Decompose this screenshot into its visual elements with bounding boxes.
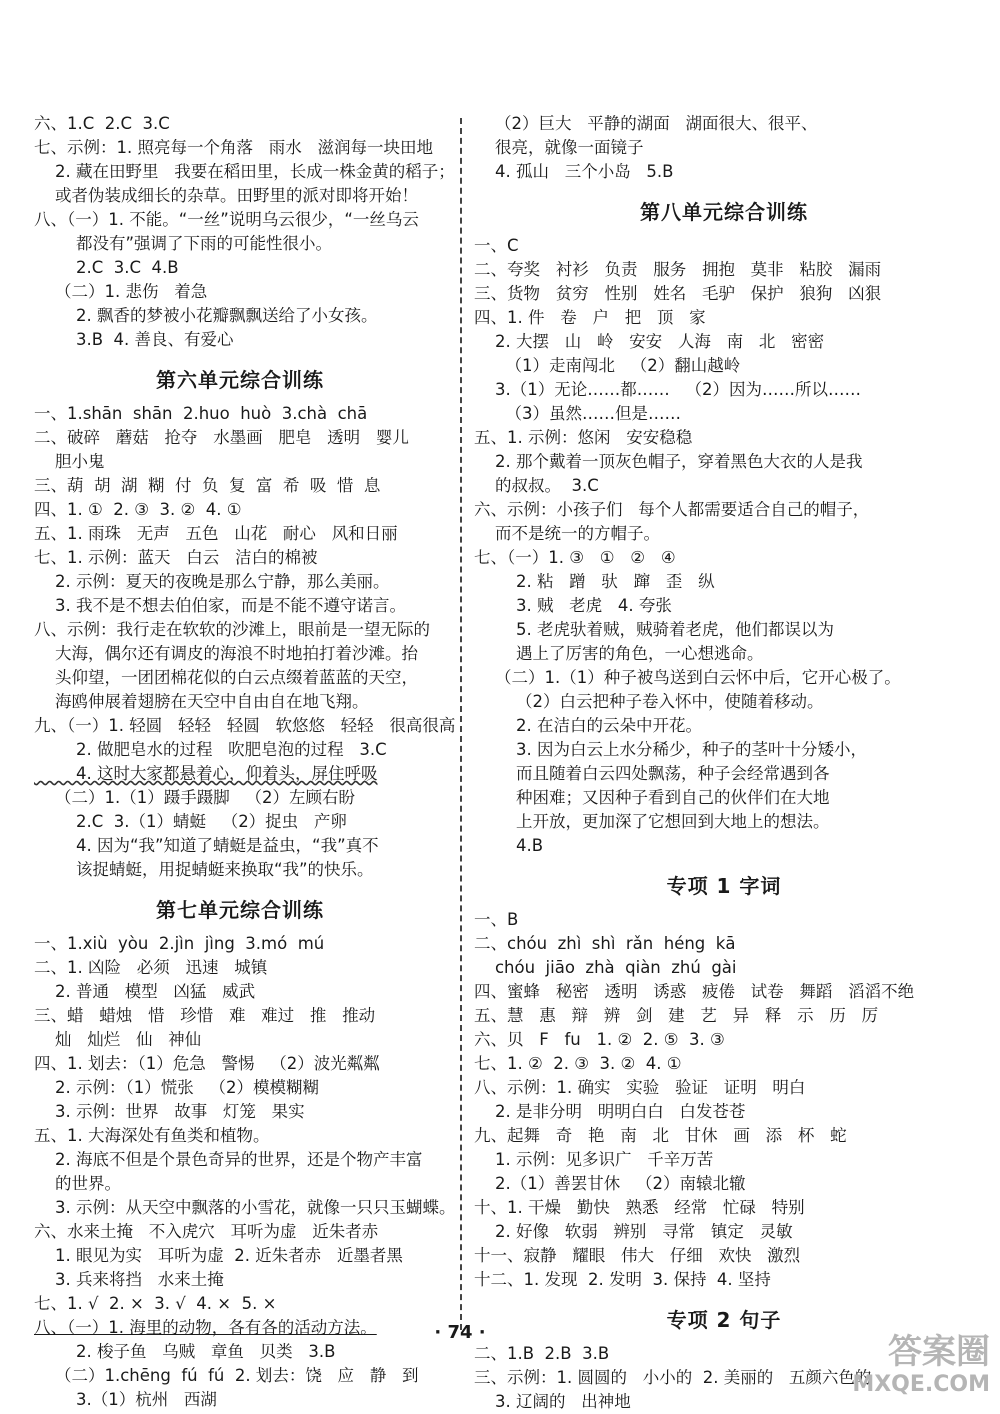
answer-line: 3.（1）无论……都…… （2）因为……所以…… [474, 380, 861, 399]
answer-line: 二、破碎 蘑菇 抢夺 水墨画 肥皂 透明 婴儿 [34, 428, 409, 447]
answer-line: （二）1.（1）蹑手蹑脚 （2）左顾右盼 [34, 788, 355, 807]
answer-line: 四、1. 件 卷 户 把 顶 家 [474, 308, 706, 327]
answer-line: 2.C 3.（1）蜻蜓 （2）捉虫 产卵 [34, 812, 347, 831]
answer-line: 六、贝 F fu 1. ② 2. ⑤ 3. ③ [474, 1030, 725, 1049]
answer-line: 都没有”强调了下雨的可能性很小。 [34, 234, 333, 253]
unit5-answers [34, 112, 455, 352]
answer-line: 四、1. ① 2. ③ 3. ② 4. ① [34, 500, 242, 519]
answer-line: 五、慧 惠 辩 辨 剑 建 艺 异 释 示 历 厉 [474, 1006, 879, 1025]
answer-line: 八、（一）1. 海里的动物，各有各的活动方法。 [34, 1318, 377, 1337]
answer-line: 3. 因为白云上水分稀少，种子的茎叶十分矮小， [474, 740, 867, 759]
answer-line: 七、1. √ 2. × 3. √ 4. × 5. × [34, 1294, 277, 1313]
answer-line: 种困难；又因种子看到自己的伙伴们在大地 [474, 788, 830, 807]
answer-line: 三、货物 贫穷 性别 姓名 毛驴 保护 狼狗 凶狠 [474, 284, 882, 303]
watermark-url: MXQE.COM [852, 1372, 990, 1397]
answer-line: 3. 示例：世界 故事 灯笼 果实 [34, 1102, 305, 1121]
answer-line: 4. 因为“我”知道了蜻蜓是益虫，“我”真不 [34, 836, 379, 855]
answer-line: 该捉蜻蜓，用捉蜻蜓来换取“我”的快乐。 [34, 860, 374, 879]
answer-line: 2. 在洁白的云朵中开花。 [474, 716, 702, 735]
right-column [474, 112, 974, 1414]
page-number: · 74 · [434, 1322, 486, 1343]
answer-line: 3. 兵来将挡 水来土掩 [34, 1270, 224, 1289]
answer-line: 2. 是非分明 明明白白 白发苍苍 [474, 1102, 746, 1121]
answer-line: 六、1.C 2.C 3.C [34, 114, 170, 133]
answer-line: 3. 贼 老虎 4. 夸张 [474, 596, 672, 615]
column-divider [460, 118, 462, 1330]
answer-line: 2. 海底不但是个景色奇异的世界，还是个物产丰富 [34, 1150, 423, 1169]
answer-line: （3）虽然……但是…… [474, 404, 681, 423]
answer-line: 五、1. 示例：悠闲 安安稳稳 [474, 428, 693, 447]
answer-line: 的世界。 [34, 1174, 121, 1193]
answer-line: 的叔叔。 3.C [474, 476, 599, 495]
answer-line: 头仰望，一团团棉花似的白云点缀着蓝蓝的天空， [34, 668, 418, 687]
answer-line: 2.C 3.C 4.B [34, 258, 179, 277]
answer-line: 三、示例：1. 圆圆的 小小的 2. 美丽的 五颜六色的 [474, 1368, 872, 1387]
answer-line: 2. 藏在田野里 我要在稻田里，长成一株金黄的稻子； [34, 162, 455, 181]
answer-line: （二）1.chēng fú fú 2. 划去：饶 应 静 到 [34, 1366, 419, 1385]
answer-line: （1）走南闯北 （2）翻山越岭 [474, 356, 741, 375]
answer-line: 3.B 4. 善良、有爱心 [34, 330, 234, 349]
answer-line: 九、（一）1. 轻圆 轻轻 轻圆 软悠悠 轻轻 很高很高 [34, 716, 456, 735]
answer-line: （2）巨大 平静的湖面 湖面很大、很平、 [474, 114, 818, 133]
answer-line: 4. 这时大家都悬着心，仰着头，屏住呼吸 [34, 764, 378, 783]
answer-line: 八、（一）1. 不能。“一丝”说明乌云很少，“一丝乌云 [34, 210, 419, 229]
heading-special1: 专项 1 字词 [666, 874, 782, 898]
answer-line: 2. 大摆 山 岭 安安 人海 南 北 密密 [474, 332, 825, 351]
heading-unit6: 第六单元综合训练 [156, 368, 324, 392]
watermark-logo: 答案圈 [888, 1332, 990, 1372]
answer-line: 2. 飘香的梦被小花瓣飘飘送给了小女孩。 [34, 306, 378, 325]
answer-line: （2）白云把种子卷入怀中，使随着移动。 [474, 692, 824, 711]
answer-line: 1. 眼见为实 耳听为虚 2. 近朱者赤 近墨者黑 [34, 1246, 403, 1265]
answer-line: 五、1. 大海深处有鱼类和植物。 [34, 1126, 270, 1145]
answer-line: 九、起舞 奇 艳 南 北 甘休 画 添 杯 蛇 [474, 1126, 847, 1145]
answer-line: 五、1. 雨珠 无声 五色 山花 耐心 风和日丽 [34, 524, 398, 543]
left-column [34, 112, 456, 1412]
answer-line: 二、1.B 2.B 3.B [474, 1344, 610, 1363]
answer-line: 六、水来土掩 不入虎穴 耳听为虚 近朱者赤 [34, 1222, 379, 1241]
answer-line: 海鸥伸展着翅膀在天空中自由自在地飞翔。 [34, 692, 369, 711]
answer-line: 大海，偶尔还有调皮的海浪不时地拍打着沙滩。抬 [34, 644, 418, 663]
answer-line: 十二、1. 发现 2. 发明 3. 保持 4. 坚持 [474, 1270, 771, 1289]
answer-line: 一、1.shān shān 2.huo huò 3.chà chā [34, 404, 368, 423]
answer-line: 一、B [474, 910, 519, 929]
answer-line: 3. 我不是不想去伯伯家，而是不能不遵守诺言。 [34, 596, 406, 615]
answer-line: 八、示例：我行走在软软的沙滩上，眼前是一望无际的 [34, 620, 430, 639]
answer-line: 灿 灿烂 仙 神仙 [34, 1030, 202, 1049]
answer-line: 十一、寂静 耀眼 伟大 仔细 欢快 激烈 [474, 1246, 801, 1265]
answer-line: 一、1.xiù yòu 2.jìn jìng 3.mó mú [34, 934, 325, 953]
answer-line: 4. 孤山 三个小岛 5.B [474, 162, 674, 181]
answer-line: 七、示例：1. 照亮每一个角落 雨水 滋润每一块田地 [34, 138, 433, 157]
answer-line: 十、1. 干燥 勤快 熟悉 经常 忙碌 特别 [474, 1198, 805, 1217]
heading-unit8: 第八单元综合训练 [640, 200, 808, 224]
answer-line: 3. 辽阔的 出神地 [474, 1392, 631, 1411]
answer-line: 六、示例：小孩子们 每个人都需要适合自己的帽子， [474, 500, 870, 519]
heading-special2: 专项 2 句子 [666, 1308, 782, 1332]
watermark [780, 1332, 990, 1398]
answer-line: 2. 好像 软弱 辨别 寻常 镇定 灵敏 [474, 1222, 793, 1241]
answer-line: 八、示例：1. 确实 实验 验证 证明 明白 [474, 1078, 806, 1097]
unit8-answers [474, 234, 974, 858]
answer-line: 3. 示例：从天空中飘落的小雪花，就像一只只玉蝴蝶。 [34, 1198, 456, 1217]
answer-line: （二）1.（1）种子被鸟送到白云怀中后，它开心极了。 [474, 668, 901, 687]
answer-line: 3.（1）杭州 西湖 [34, 1390, 217, 1409]
answer-line: 一、C [474, 236, 519, 255]
answer-line: 2. 普通 模型 凶猛 威武 [34, 982, 256, 1001]
answer-line: 二、1. 凶险 必须 迅速 城镇 [34, 958, 268, 977]
answer-line: 4.B [474, 836, 544, 855]
answer-line: 四、1. 划去：（1）危急 警惕 （2）波光粼粼 [34, 1054, 380, 1073]
answer-line: 2. 那个戴着一顶灰色帽子，穿着黑色大衣的人是我 [474, 452, 863, 471]
answer-line: 三、蜡 蜡烛 惜 珍惜 难 难过 推 推动 [34, 1006, 376, 1025]
answer-line: 或者伪装成细长的杂草。田野里的派对即将开始！ [34, 186, 418, 205]
answer-line: chóu jiāo zhà qiàn zhú gài [474, 958, 737, 977]
answer-line: 2. 示例：（1）慌张 （2）模模糊糊 [34, 1078, 319, 1097]
answer-line: 2. 粘 蹭 驮 蹿 歪 纵 [474, 572, 715, 591]
answer-line: 1. 示例：见多识广 千辛万苦 [474, 1150, 714, 1169]
answer-line: 而不是统一的方帽子。 [474, 524, 660, 543]
answer-line: 很亮，就像一面镜子 [474, 138, 644, 157]
answer-line: 胆小鬼 [34, 452, 105, 471]
answer-line: 三、葫 胡 湖 糊 付 负 复 富 希 吸 惜 息 [34, 476, 381, 495]
answer-line: 而且随着白云四处飘荡，种子会经常遇到各 [474, 764, 830, 783]
answer-line: 七、（一）1. ③ ① ② ④ [474, 548, 676, 567]
answer-line: 2. 做肥皂水的过程 吹肥皂泡的过程 3.C [34, 740, 387, 759]
answer-line: 5. 老虎驮着贼，贼骑着老虎，他们都误以为 [474, 620, 834, 639]
answer-line: 2. 示例：夏天的夜晚是那么宁静，那么美丽。 [34, 572, 390, 591]
heading-unit7: 第七单元综合训练 [156, 898, 324, 922]
answer-line: 上开放，更加深了它想回到大地上的想法。 [474, 812, 830, 831]
answer-line: （二）1. 悲伤 着急 [34, 282, 208, 301]
special1-answers [474, 908, 974, 1292]
unit7-answers-cont [474, 112, 974, 184]
answer-line: 七、1. 示例：蓝天 白云 洁白的棉被 [34, 548, 318, 567]
unit6-answers [34, 402, 456, 882]
answer-line: 四、蜜蜂 秘密 透明 诱惑 疲倦 试卷 舞蹈 滔滔不绝 [474, 982, 915, 1001]
answer-line: 二、夸奖 衬衫 负责 服务 拥抱 莫非 粘胶 漏雨 [474, 260, 882, 279]
answer-line: 2. 梭子鱼 乌贼 章鱼 贝类 3.B [34, 1342, 336, 1361]
answer-line: 七、1. ② 2. ③ 3. ② 4. ① [474, 1054, 682, 1073]
answer-line: 2.（1）善罢甘休 （2）南辕北辙 [474, 1174, 746, 1193]
answer-line: 遇上了厉害的角色，一心想逃命。 [474, 644, 764, 663]
answer-line: 二、chóu zhì shì rǎn héng kā [474, 934, 736, 953]
